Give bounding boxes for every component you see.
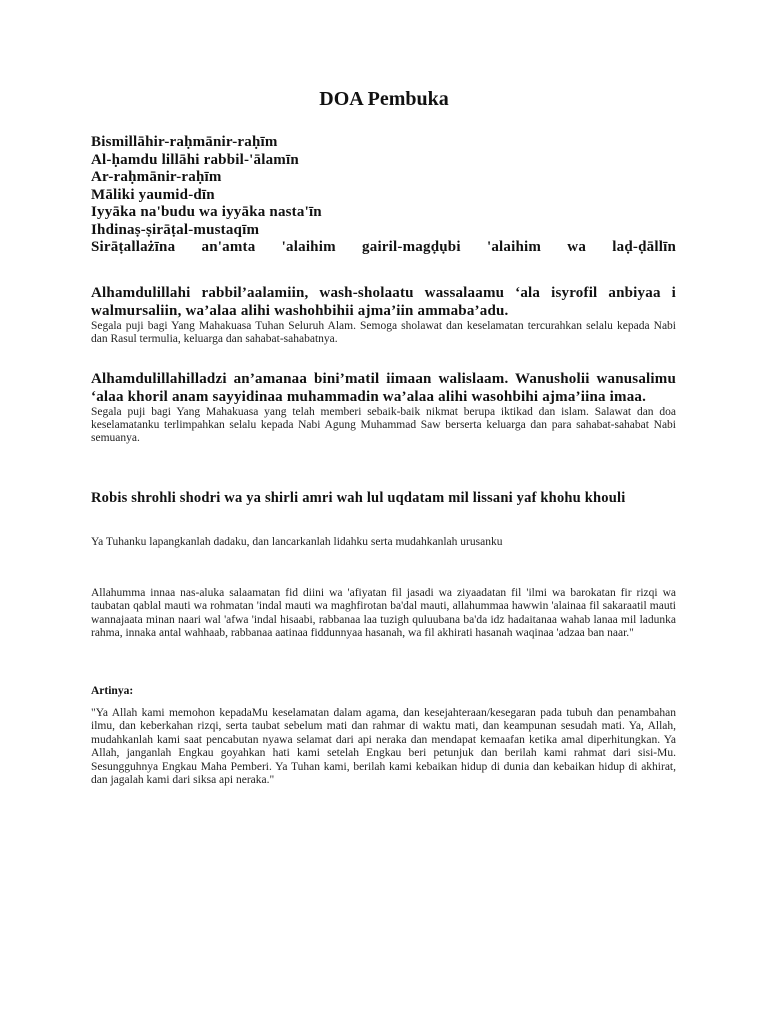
fatihah-line: Ihdinaṣ-ṣirāṭal-mustaqīm [91,221,260,238]
section-3-arabic: Robis shrohli shodri wa ya shirli amri wah lul uqdatam mil lissani yaf khohu khouli [91,490,626,506]
artinya-label: Artinya: [91,685,134,697]
section-1 [91,285,676,346]
section-3-translation: Ya Tuhanku lapangkanlah dadaku, dan lancarkanlah lidahku serta mudahkanlah urusanku [91,536,503,548]
section-1-translation: Segala puji bagi Yang Mahakuasa Tuhan Seluruh Alam. Semoga sholawat dan keselamatan tercurahkan selalu kepada Nabi dan Rasul termulia, keluarga dan sahabat-sahabatnya. [91,320,676,346]
section-4-translation: "Ya Allah kami memohon kepadaMu keselamatan dalam agama, dan kesejahteraan/kesegaran pada tubuh dan penambahan ilmu, dan keberkahan rizqi, serta taubat sebelum mati dan rahmar di waktu mati, dan keampunan sesudah mati. Ya, Allah, mudahkanlah kami saat pencabutan nyawa selamat dari api neraka dan mendapat kemaafan ketika amal diperhitungkan. Ya Allah, janganlah Engkau goyahkan hati kami setelah Engkau beri petunjuk dan berilah kami rahmat dari sisi-Mu. Sesungguhnya Engkau Maha Pemberi. Ya Tuhan kami, berilah kami kebaikan hidup di dunia dan kebaikan hidup di akhirat, dan jagalah kami dari siksa api neraka." [91,707,676,787]
fatihah-line: Sirāṭallażīna an'amta 'alaihim gairil-magḍụbi 'alaihim wa laḍ-ḍāllīn [91,239,676,255]
fatihah-block [91,134,676,257]
section-4-meaning [91,707,676,787]
fatihah-line: Bismillāhir-raḥmānir-raḥīm [91,134,278,150]
section-4-arabic: Allahumma innaa nas-aluka salaamatan fid diini wa 'afiyatan fil jasadi wa ziyaadatan fil 'ilmi wa barokatan fir rizqi wa taubatan qablal mauti wa rohmatan 'indal mauti wa maghfirotan ba'dal mauti, allahummaa hawwin 'alainaa fil sakaraatil mauti wannajaata minan naari wal 'afwa 'indal hisaabi, rabbanaa laa tuzigh quluubana ba'da idz hadaitanaa wahab lanaa mil ladunka rahma, innaka antal wahhaab, rabbanaa aatinaa fiddunnyaa hasanah, wa fil akhirati hasanah waqinaa 'adzaa ban naar." [91,587,676,640]
section-4-prayer [91,587,676,641]
section-2-translation: Segala puji bagi Yang Mahakuasa yang telah memberi sebaik-baik nikmat berupa iktikad dan islam. Salawat dan doa keselamatanku terlimpahkan selalu kepada Nabi Agung Muhammad Saw berserta keluarga dan para sahabat-sahabat Nabi semuanya. [91,406,676,445]
fatihah-line: Iyyāka na'budu wa iyyāka nasta'īn [91,204,322,220]
section-4-label-block [91,685,676,697]
section-3-body [91,536,676,549]
page-title: DOA Pembuka [319,88,449,110]
section-1-arabic: Alhamdulillahi rabbil’aalamiin, wash-sholaatu wassalaamu ‘ala isyrofil anbiyaa i walmursaliin, wa’alaa alihi washohbihii ajma’iin ammaba’adu. [91,285,676,319]
fatihah-line: Māliki yaumid-dīn [91,186,215,203]
section-3-heading [91,489,676,507]
section-2 [91,371,676,446]
section-2-arabic: Alhamdulillahilladzi an’amanaa bini’matil iimaan walislaam. Wanusholii wanusalimu ‘alaa khoril anam sayyidinaa muhammadin wa’alaa alihi wasohbihi ajma’iina imaa. [91,371,676,405]
fatihah-line: Al-ḥamdu lillāhi rabbil-'ālamīn [91,151,299,168]
fatihah-line: Ar-raḥmānir-raḥīm [91,169,222,185]
